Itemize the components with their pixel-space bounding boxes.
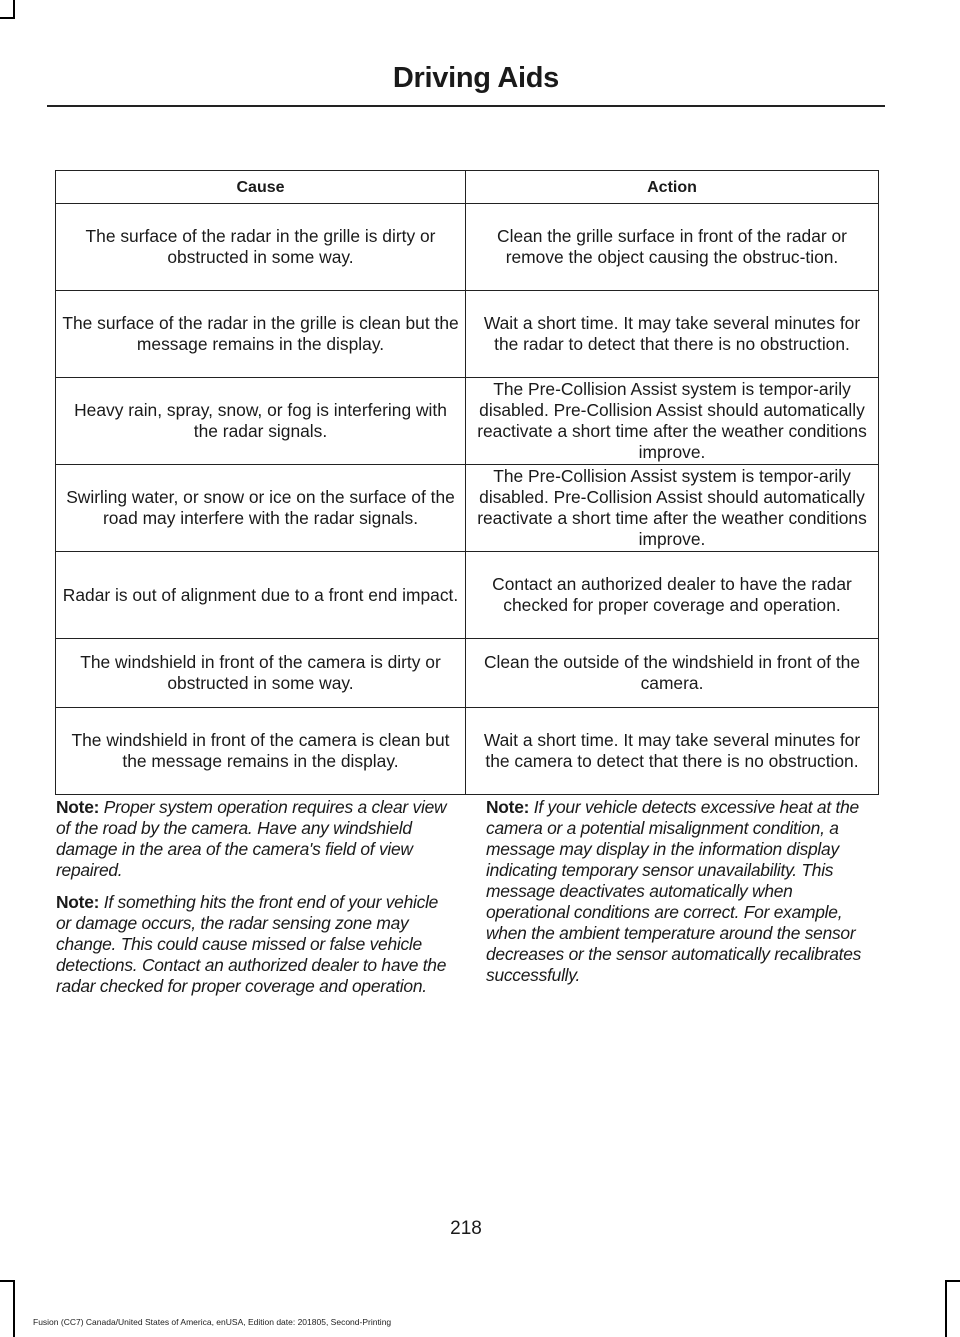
cause-cell: The windshield in front of the camera is clean but the message remains in the display.	[56, 708, 466, 795]
cause-cell: Heavy rain, spray, snow, or fog is interfering with the radar signals.	[56, 378, 466, 465]
table-row	[56, 465, 879, 552]
crop-mark	[0, 17, 15, 19]
note-label: Note:	[486, 797, 530, 817]
cause-cell: The windshield in front of the camera is dirty or obstructed in some way.	[56, 639, 466, 708]
table-row	[56, 378, 879, 465]
note-text: If your vehicle detects excessive heat at the camera or a potential misalignment condition, a message may display in the information display indicating temporary sensor unavailability. This message deactivates automatically when operational conditions are correct. For example, when the ambient temperature around the sensor decreases or the sensor automatically recalibrates successfully.	[486, 797, 862, 985]
note-paragraph	[56, 797, 448, 881]
table-row	[56, 708, 879, 795]
action-cell: Wait a short time. It may take several minutes for the camera to detect that there is no obstruction.	[466, 708, 879, 795]
column-header-action: Action	[466, 171, 879, 204]
cause-cell: Radar is out of alignment due to a front end impact.	[56, 552, 466, 639]
action-cell: Wait a short time. It may take several minutes for the radar to detect that there is no obstruction.	[466, 291, 879, 378]
crop-mark	[945, 1280, 947, 1337]
cause-cell: The surface of the radar in the grille is dirty or obstructed in some way.	[56, 204, 466, 291]
edition-footer: Fusion (CC7) Canada/United States of America, enUSA, Edition date: 201805, Second-Printing	[33, 1317, 392, 1327]
action-cell: Clean the outside of the windshield in front of the camera.	[466, 639, 879, 708]
table-row	[56, 639, 879, 708]
cause-action-table	[55, 170, 879, 795]
note-label: Note:	[56, 892, 100, 912]
cause-cell: Swirling water, or snow or ice on the surface of the road may interfere with the radar signals.	[56, 465, 466, 552]
note-text: If something hits the front end of your vehicle or damage occurs, the radar sensing zone may change. This could cause missed or false vehicle detections. Contact an authorized dealer to have the radar checked for proper coverage and operation.	[56, 892, 447, 996]
table-row	[56, 291, 879, 378]
title-rule	[47, 105, 885, 107]
crop-mark	[945, 1280, 960, 1282]
crop-mark	[13, 0, 15, 17]
cause-cell: The surface of the radar in the grille is clean but the message remains in the display.	[56, 291, 466, 378]
notes-column-right	[486, 797, 880, 997]
table-row	[56, 552, 879, 639]
action-cell: The Pre-Collision Assist system is tempor-arily disabled. Pre-Collision Assist should automatically reactivate a short time after the weather conditions improve.	[466, 465, 879, 552]
note-paragraph	[486, 797, 880, 986]
section-title: Driving Aids	[392, 62, 559, 94]
note-label: Note:	[56, 797, 100, 817]
crop-mark	[13, 1280, 15, 1337]
action-cell: Contact an authorized dealer to have the radar checked for proper coverage and operation.	[466, 552, 879, 639]
table-header-row	[56, 171, 879, 204]
table-row	[56, 204, 879, 291]
note-text: Proper system operation requires a clear view of the road by the camera. Have any windshield damage in the area of the camera's field of view repaired.	[56, 797, 447, 880]
action-cell: Clean the grille surface in front of the radar or remove the object causing the obstruc-tion.	[466, 204, 879, 291]
note-paragraph	[56, 892, 448, 997]
notes-column-left	[56, 797, 448, 1008]
action-cell: The Pre-Collision Assist system is tempor-arily disabled. Pre-Collision Assist should automatically reactivate a short time after the weather conditions improve.	[466, 378, 879, 465]
page-number: 218	[450, 1218, 482, 1239]
column-header-cause: Cause	[56, 171, 466, 204]
